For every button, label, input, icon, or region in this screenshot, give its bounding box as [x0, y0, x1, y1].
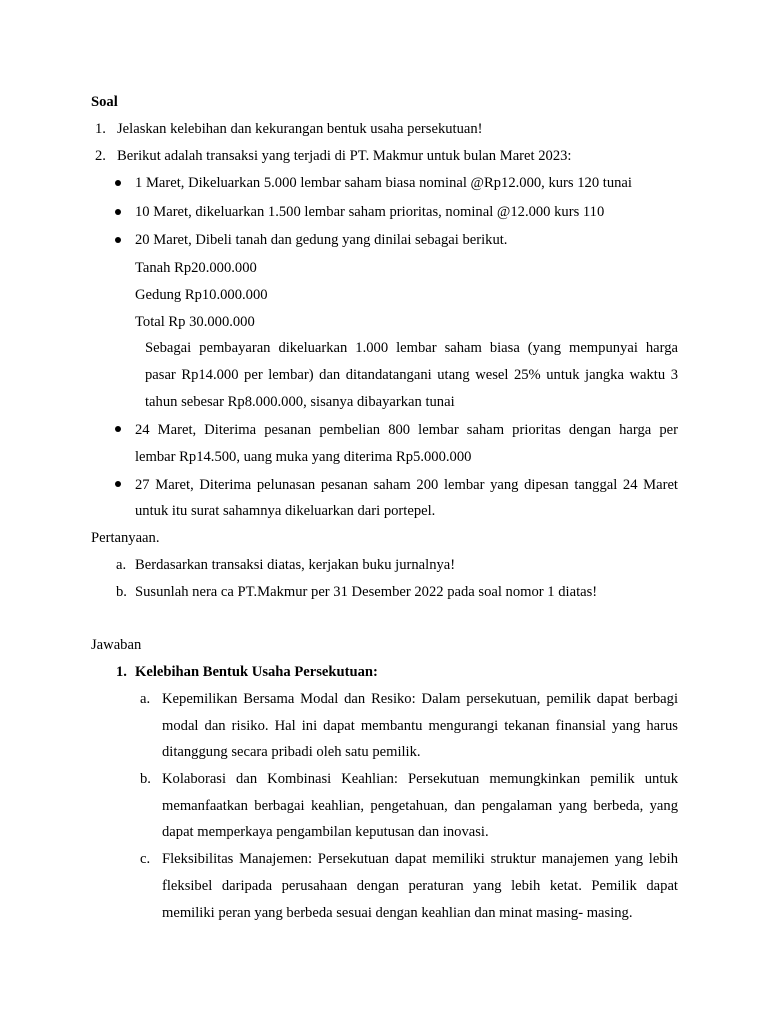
- pertanyaan-item: Susunlah nera ca PT.Makmur per 31 Desember 2022 pada soal nomor 1 diatas!: [135, 584, 598, 600]
- bullet-icon: [115, 180, 121, 186]
- jawaban-heading: Jawaban: [91, 637, 142, 653]
- transaction-item: 20 Maret, Dibeli tanah dan gedung yang dinilai sebagai berikut.: [135, 232, 508, 248]
- bullet-icon: [115, 209, 121, 215]
- payment-paragraph-line: tahun sebesar Rp8.000.000, sisanya dibayarkan tunai: [145, 394, 455, 410]
- bullet-icon: [115, 481, 121, 487]
- section-title: Kelebihan Bentuk Usaha Persekutuan:: [135, 664, 378, 680]
- answer-line: memanfaatkan berbagai keahlian, pengetahuan, dan pengalaman yang berbeda, yang: [162, 798, 678, 814]
- transaction-item: 27 Maret, Diterima pelunasan pesanan saham 200 lembar yang dipesan tanggal 24 Maret: [135, 477, 678, 493]
- list-letter: a.: [140, 691, 151, 707]
- answer-line: Kepemilikan Bersama Modal dan Resiko: Dalam persekutuan, pemilik dapat berbagi: [162, 691, 678, 707]
- answer-line: Fleksibilitas Manajemen: Persekutuan dapat memiliki struktur manajemen yang lebih: [162, 851, 678, 867]
- bullet-icon: [115, 426, 121, 432]
- soal-heading: Soal: [91, 94, 118, 110]
- payment-paragraph-line: Sebagai pembayaran dikeluarkan 1.000 lembar saham biasa (yang mempunyai harga: [145, 340, 678, 356]
- answer-line: dapat memperkaya pengambilan keputusan dan inovasi.: [162, 824, 489, 840]
- list-number: 2.: [95, 148, 106, 164]
- list-letter: a.: [116, 557, 127, 573]
- bullet-icon: [115, 237, 121, 243]
- payment-paragraph-line: pasar Rp14.000 per lembar) dan ditandatangani utang wesel 25% untuk jangka waktu 3: [145, 367, 678, 383]
- pertanyaan-heading: Pertanyaan.: [91, 530, 160, 546]
- transaction-item-cont: untuk itu surat sahamnya dikeluarkan dari portepel.: [135, 503, 436, 519]
- list-number: 1.: [95, 121, 106, 137]
- list-letter: c.: [140, 851, 151, 867]
- transaction-item-cont: lembar Rp14.500, uang muka yang diterima Rp5.000.000: [135, 449, 472, 465]
- answer-line: modal dan risiko. Hal ini dapat membantu mengurangi tekanan finansial yang harus: [162, 718, 678, 734]
- asset-line: Tanah Rp20.000.000: [135, 260, 257, 276]
- answer-line: ditanggung secara pribadi oleh satu pemilik.: [162, 744, 421, 760]
- question-2-text: Berikut adalah transaksi yang terjadi di PT. Makmur untuk bulan Maret 2023:: [117, 148, 572, 164]
- asset-line: Gedung Rp10.000.000: [135, 287, 268, 303]
- list-number: 1.: [116, 664, 127, 680]
- transaction-item: 10 Maret, dikeluarkan 1.500 lembar saham prioritas, nominal @12.000 kurs 110: [135, 204, 605, 220]
- transaction-item: 1 Maret, Dikeluarkan 5.000 lembar saham biasa nominal @Rp12.000, kurs 120 tunai: [135, 175, 632, 191]
- pertanyaan-item: Berdasarkan transaksi diatas, kerjakan buku jurnalnya!: [135, 557, 456, 573]
- asset-total: Total Rp 30.000.000: [135, 314, 255, 330]
- list-letter: b.: [140, 771, 151, 787]
- list-letter: b.: [116, 584, 127, 600]
- transaction-item: 24 Maret, Diterima pesanan pembelian 800 lembar saham prioritas dengan harga per: [135, 422, 678, 438]
- answer-line: Kolaborasi dan Kombinasi Keahlian: Persekutuan memungkinkan pemilik untuk: [162, 771, 678, 787]
- question-1-text: Jelaskan kelebihan dan kekurangan bentuk usaha persekutuan!: [117, 121, 483, 137]
- answer-line: memiliki peran yang berbeda sesuai dengan keahlian dan minat masing- masing.: [162, 905, 633, 921]
- answer-line: fleksibel daripada perusahaan dengan peraturan yang lebih ketat. Pemilik dapat: [162, 878, 678, 894]
